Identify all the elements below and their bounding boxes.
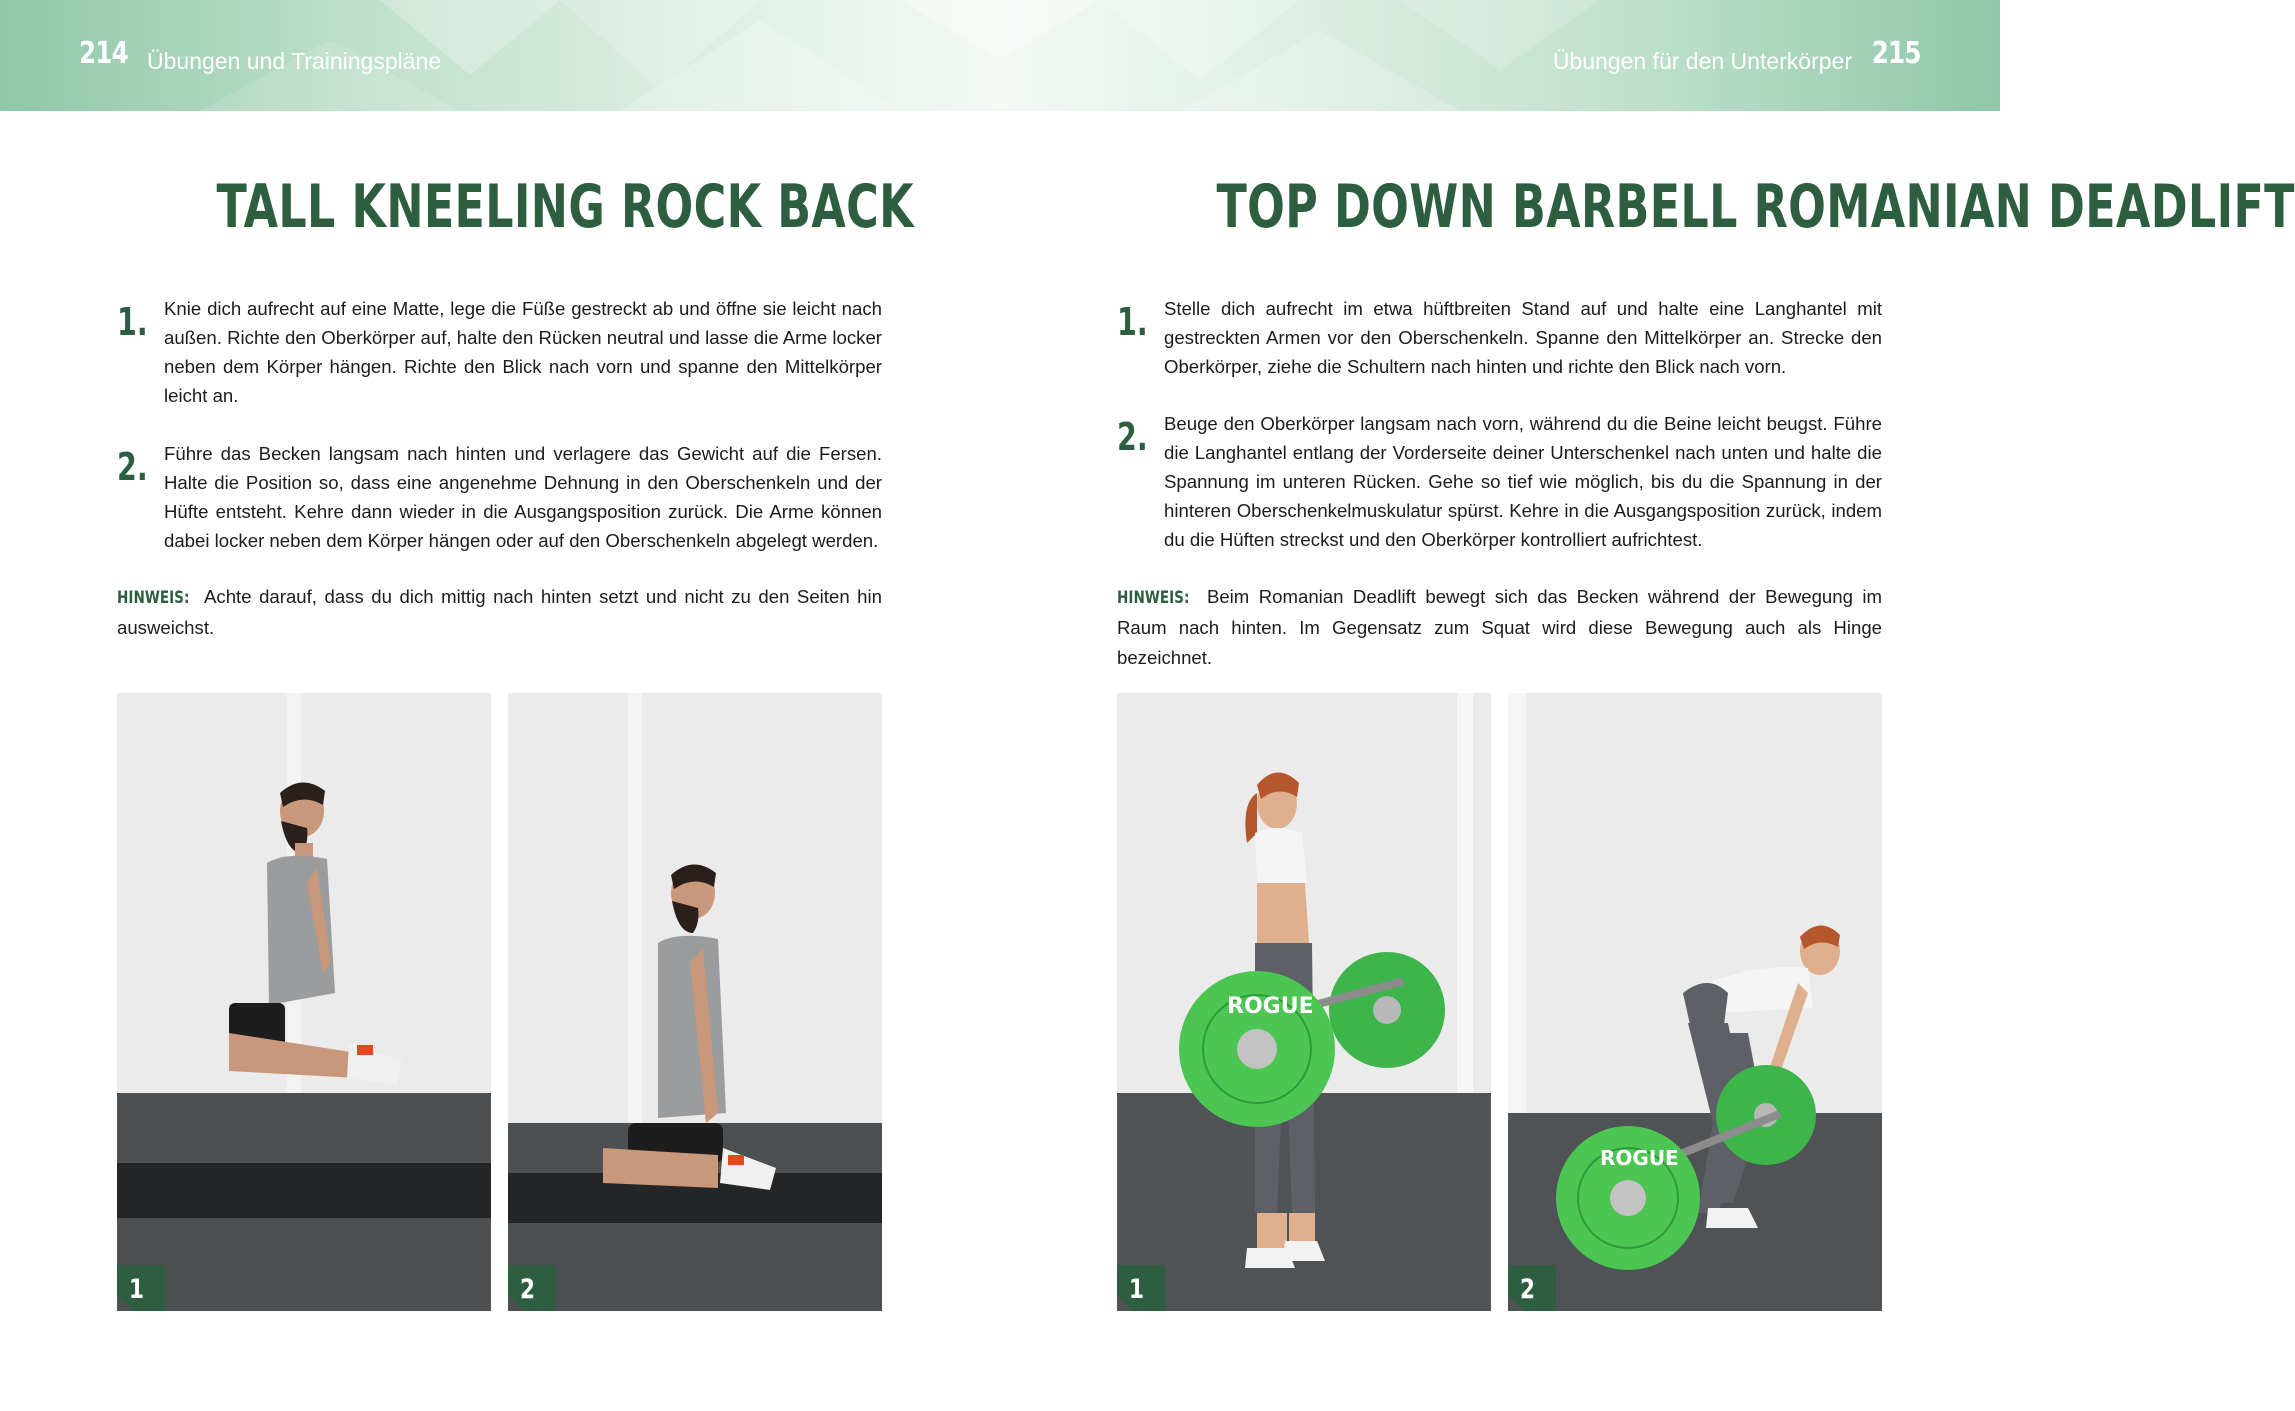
photo-number: 2 [520,1274,536,1305]
kneeling-rock-back-photo [508,693,882,1311]
kneeling-upright-photo [117,693,491,1311]
photo-number: 1 [129,1274,145,1305]
right-running-title: Übungen für den Unterkörper [1552,48,1852,74]
left-exercise-title: TALL KNEELING ROCK BACK [216,172,914,242]
note-label: HINWEIS: [1117,588,1190,608]
left-photo-1 [117,693,491,1311]
right-page-number: 215 [1872,36,1921,71]
step-number: 1. [117,300,148,344]
step-text: Führe das Becken langsam nach hinten und verlagere das Gewicht auf die Fersen. Halte die Position so, dass eine angenehme Dehnung in den Oberschenkeln und der Hüfte entsteht. Kehre dann wieder in die Ausgangsposition zurück. Die Arme können dabei locker neben dem Körper hängen oder auf den Oberschenkeln abgelegt werden. [164,443,882,551]
deadlift-start-photo [1117,693,1491,1311]
page-header [0,0,2000,111]
step-text: Knie dich aufrecht auf eine Matte, lege die Füße gestreckt ab und öffne sie leicht nach außen. Richte den Oberkörper auf, halte den Rücken neutral und lasse die Arme locker neben dem Körper hängen. Richte den Blick nach vorn und spanne den Mittelkörper leicht an. [164,298,882,406]
step-text: Stelle dich aufrecht im etwa hüftbreiten Stand auf und halte eine Langhantel mit gestreckten Armen vor den Oberschenkeln. Spanne den Mittelkörper an. Strecke den Oberkörper, ziehe die Schultern nach hinten und richte den Blick nach vorn. [1164,298,1882,377]
right-note [1117,582,1882,673]
deadlift-hinge-photo [1508,693,1882,1311]
note-label: HINWEIS: [117,588,190,608]
plate-brand: ROGUE [1227,994,1314,1019]
right-photo-1 [1117,693,1491,1311]
plate-brand: ROGUE [1600,1146,1679,1170]
right-exercise-title: TOP DOWN BARBELL ROMANIAN DEADLIFT [1216,172,2295,242]
right-photo-2 [1508,693,1882,1311]
step-number: 1. [1117,300,1148,344]
left-note [117,582,882,643]
step-text: Beuge den Oberkörper langsam nach vorn, während du die Beine leicht beugst. Führe die Langhantel entlang der Vorderseite deiner Unterschenkel nach unten und halte die Spannung im unteren Rücken. Gehe so tief wie möglich, bis du die Spannung in der hinteren Oberschenkelmuskulatur spürst. Kehre in die Ausgangsposition zurück, indem du die Hüften streckst und den Oberkörper kontrolliert aufrichtest. [1164,413,1882,550]
note-text: Achte darauf, dass du dich mittig nach hinten setzt und nicht zu den Seiten hin ausweichst. [117,586,882,638]
step-number: 2. [117,445,148,489]
photo-number: 2 [1520,1274,1536,1305]
photo-number: 1 [1129,1274,1145,1305]
left-photo-2 [508,693,882,1311]
left-running-title: Übungen und Trainingspläne [147,48,442,74]
left-page-number: 214 [79,36,128,71]
step-number: 2. [1117,415,1148,459]
note-text: Beim Romanian Deadlift bewegt sich das Becken während der Bewegung im Raum nach hinten. Im Gegensatz zum Squat wird diese Bewegung auch als Hinge bezeichnet. [1117,586,1882,668]
